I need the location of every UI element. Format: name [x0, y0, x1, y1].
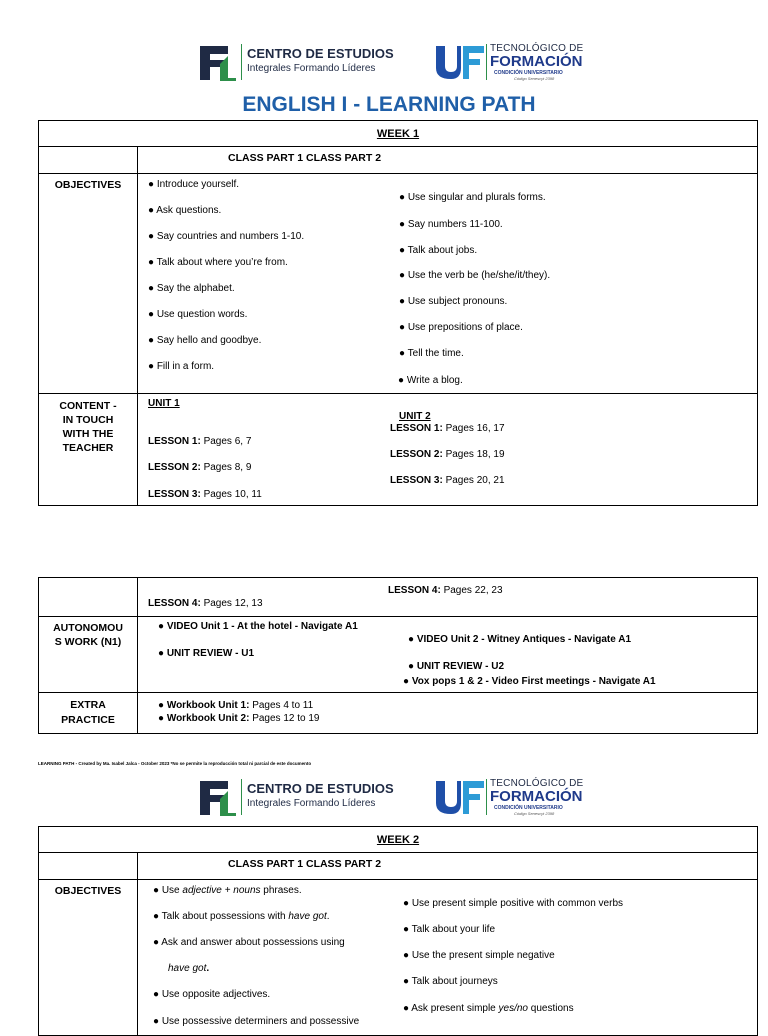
- cfl-logo-icon: [198, 42, 238, 82]
- footer-note: LEARNING PATH - Created by Ma. Isabel Jalca - October 2023 *No se permite la reproducción total ni parcial de este documento: [38, 761, 312, 766]
- w1-obj2-item: ● Write a blog.: [398, 375, 463, 386]
- week1-heading: WEEK 1: [376, 128, 420, 140]
- w1-obj2-item: ● Use the verb be (he/she/it/they).: [399, 270, 551, 281]
- unit1-heading: UNIT 1: [148, 398, 180, 409]
- w2-obj1-item-cont: have got.: [168, 963, 210, 974]
- w1-obj1-item: ● Use question words.: [148, 309, 248, 320]
- w1-obj1-item: ● Ask questions.: [148, 205, 222, 216]
- extra-item: ● Workbook Unit 2: Pages 12 to 19: [158, 713, 320, 724]
- w2-obj2-item: ● Use present simple positive with common verbs: [403, 898, 624, 909]
- auto-item: ● UNIT REVIEW - U1: [158, 648, 255, 659]
- tf-line1: TECNOLÓGICO DE: [490, 778, 584, 789]
- cfl-logo-icon: [198, 777, 238, 817]
- unit1-lesson: LESSON 2: Pages 8, 9: [148, 462, 252, 473]
- w1-obj2-item: ● Use prepositions of place.: [399, 322, 523, 333]
- extra-item: ● Workbook Unit 1: Pages 4 to 11: [158, 700, 314, 711]
- unit1-lesson: LESSON 3: Pages 10, 11: [148, 489, 262, 500]
- week2-objectives-label: OBJECTIVES: [54, 885, 122, 897]
- tf-logo-icon: [436, 44, 484, 80]
- tf-line1: TECNOLÓGICO DE: [490, 43, 584, 54]
- w1-obj1-item: ● Say the alphabet.: [148, 283, 235, 294]
- w1-obj2-item: ● Use singular and plurals forms.: [399, 192, 546, 203]
- unit2-lesson: LESSON 1: Pages 16, 17: [390, 423, 505, 434]
- w2-obj1-item: ● Use possessive determiners and possessive: [153, 1016, 360, 1027]
- unit2-lesson: LESSON 3: Pages 20, 21: [390, 475, 505, 486]
- tf-line2: FORMACIÓN: [490, 53, 583, 70]
- w1-obj2-item: ● Talk about jobs.: [399, 245, 478, 256]
- w1-obj1-item: ● Say countries and numbers 1-10.: [148, 231, 305, 242]
- w1-obj2-item: ● Use subject pronouns.: [399, 296, 508, 307]
- w1-obj1-item: ● Say hello and goodbye.: [148, 335, 262, 346]
- week1-table-continued: [38, 577, 758, 734]
- week2-heading: WEEK 2: [376, 834, 420, 846]
- cfl-name: CENTRO DE ESTUDIOS: [247, 781, 394, 796]
- w1-obj2-item: ● Say numbers 11-100.: [399, 219, 503, 230]
- tf-line3: CONDICIÓN UNIVERSITARIO: [494, 805, 563, 811]
- w2-obj1-item: ● Ask and answer about possessions using: [153, 937, 345, 948]
- extra-practice-label: EXTRA PRACTICE: [61, 699, 115, 726]
- unit2-lesson4: LESSON 4: Pages 22, 23: [388, 585, 503, 596]
- cfl-name: CENTRO DE ESTUDIOS: [247, 46, 394, 61]
- w2-obj1-item: ● Talk about possessions with have got.: [153, 911, 330, 922]
- w2-obj1-item: ● Use adjective + nouns phrases.: [153, 885, 302, 896]
- week1-content-label: CONTENT - IN TOUCH WITH THE TEACHER: [59, 400, 117, 454]
- tf-line4: Código Senescyt 2398: [514, 811, 555, 816]
- week1-objectives-label: OBJECTIVES: [54, 179, 122, 191]
- auto-item: ● Vox pops 1 & 2 - Video First meetings - Navigate A1: [403, 676, 656, 687]
- w1-obj1-item: ● Introduce yourself.: [148, 179, 240, 190]
- page-title: ENGLISH I - LEARNING PATH: [242, 93, 536, 116]
- cfl-tagline: Integrales Formando Líderes: [247, 798, 376, 809]
- autonomous-work-label: AUTONOMOU S WORK (N1): [53, 622, 123, 648]
- unit1-lesson: LESSON 1: Pages 6, 7: [148, 436, 252, 447]
- auto-item: ● VIDEO Unit 2 - Witney Antiques - Navigate A1: [408, 634, 632, 645]
- unit2-heading: UNIT 2: [399, 411, 431, 422]
- tf-line4: Código Senescyt 2398: [514, 76, 555, 81]
- tf-line3: CONDICIÓN UNIVERSITARIO: [494, 70, 563, 76]
- unit2-lesson: LESSON 2: Pages 18, 19: [390, 449, 505, 460]
- w1-obj1-item: ● Fill in a form.: [148, 361, 215, 372]
- week2-table: [38, 826, 758, 1036]
- week1-class-parts: CLASS PART 1 CLASS PART 2: [228, 152, 382, 164]
- week2-class-parts: CLASS PART 1 CLASS PART 2: [228, 858, 382, 870]
- tf-logo-icon: [436, 779, 484, 815]
- unit1-lesson4: LESSON 4: Pages 12, 13: [148, 598, 263, 609]
- auto-item: ● VIDEO Unit 1 - At the hotel - Navigate A1: [158, 621, 358, 632]
- w2-obj2-item: ● Talk about journeys: [403, 976, 498, 987]
- cfl-tagline: Integrales Formando Líderes: [247, 63, 376, 74]
- w1-obj1-item: ● Talk about where you’re from.: [148, 257, 288, 268]
- auto-item: ● UNIT REVIEW - U2: [408, 661, 505, 672]
- week1-table: [38, 120, 758, 506]
- w1-obj2-item: ● Tell the time.: [399, 348, 464, 359]
- w2-obj2-item: ● Talk about your life: [403, 924, 496, 935]
- w2-obj1-item: ● Use opposite adjectives.: [153, 989, 271, 1000]
- tf-line2: FORMACIÓN: [490, 788, 583, 805]
- w2-obj2-item: ● Use the present simple negative: [403, 950, 555, 961]
- w2-obj2-item: ● Ask present simple yes/no questions: [403, 1003, 574, 1014]
